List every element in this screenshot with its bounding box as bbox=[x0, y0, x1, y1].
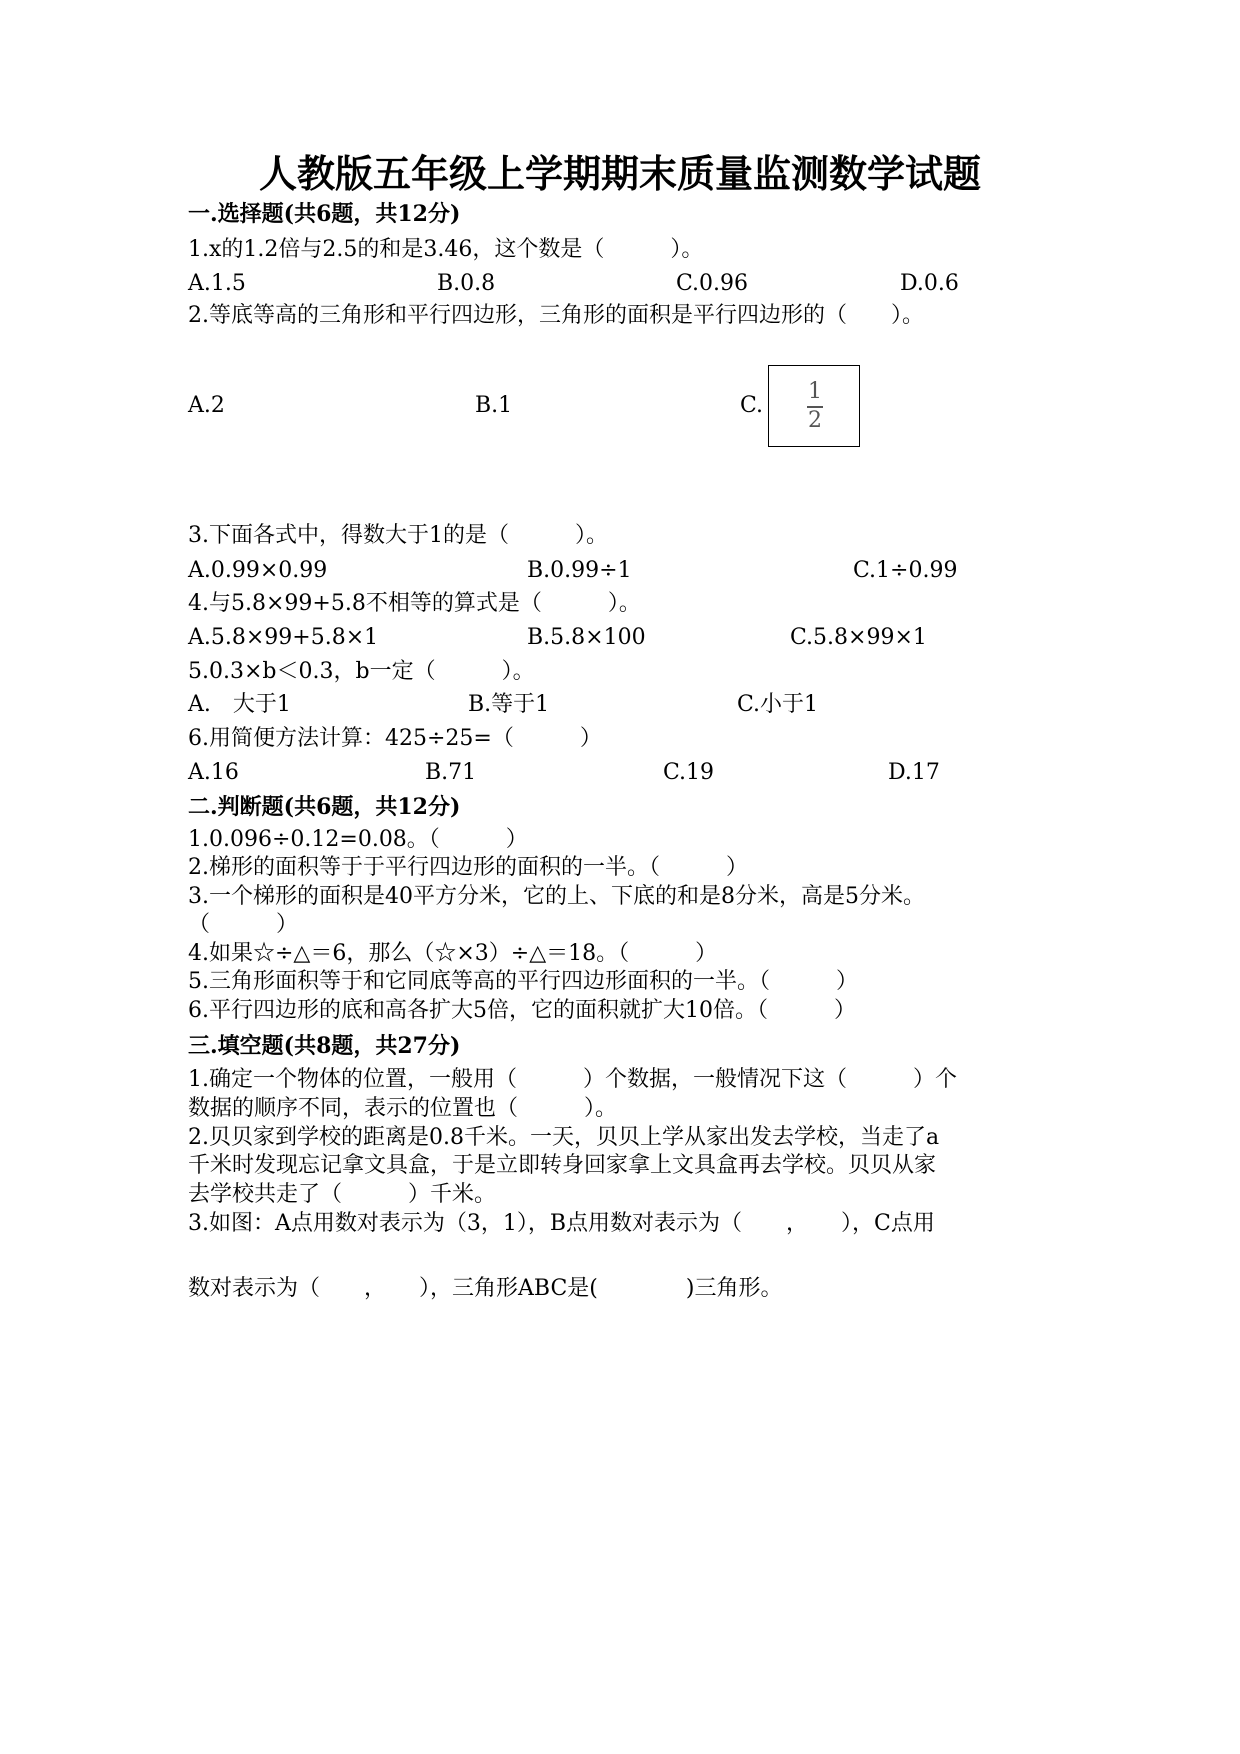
fill-item: 3.如图：A点用数对表示为（3，1），B点用数对表示为（ ， ），C点用 bbox=[188, 1211, 935, 1236]
question-stem: 2.等底等高的三角形和平行四边形，三角形的面积是平行四边形的（ ）。 bbox=[188, 303, 924, 328]
section-heading-choice: 一.选择题(共6题，共12分) bbox=[188, 201, 461, 227]
fill-item-cont: 去学校共走了（ ）千米。 bbox=[188, 1182, 497, 1207]
fill-item-cont: 千米时发现忘记拿文具盒，于是立即转身回家拿上文具盒再去学校。贝贝从家 bbox=[188, 1153, 937, 1178]
fill-item-cont: 数对表示为（ ， ），三角形ABC是( )三角形。 bbox=[188, 1276, 783, 1301]
judgment-item: 2.梯形的面积等于于平行四边形的面积的一半。（ ） bbox=[188, 855, 748, 880]
fill-item: 1.确定一个物体的位置，一般用（ ）个数据，一般情况下这（ ）个 bbox=[188, 1067, 957, 1092]
fill-item-cont: 数据的顺序不同，表示的位置也（ ）。 bbox=[188, 1096, 618, 1121]
judgment-item: 4.如果☆÷△＝6，那么（☆×3）÷△＝18。（ ） bbox=[188, 941, 718, 966]
option-c: C.19 bbox=[663, 760, 715, 785]
question-stem: 5.0.3×b＜0.3，b一定（ ）。 bbox=[188, 659, 535, 684]
judgment-item: 5.三角形面积等于和它同底等高的平行四边形面积的一半。（ ） bbox=[188, 969, 858, 994]
fraction-numerator: 1 bbox=[808, 379, 822, 404]
option-d: D.0.6 bbox=[900, 271, 959, 296]
option-a: A.5.8×99+5.8×1 bbox=[188, 625, 379, 650]
judgment-item: 6.平行四边形的底和高各扩大5倍，它的面积就扩大10倍。（ ） bbox=[188, 998, 856, 1023]
option-a: A.1.5 bbox=[188, 271, 246, 296]
option-b: B.等于1 bbox=[468, 692, 550, 717]
option-b: B.71 bbox=[425, 760, 477, 785]
section-heading-judgment: 二.判断题(共6题，共12分) bbox=[188, 794, 461, 820]
question-stem: 1.x的1.2倍与2.5的和是3.46，这个数是（ ）。 bbox=[188, 237, 704, 262]
option-a: A.2 bbox=[188, 393, 225, 418]
fill-item: 2.贝贝家到学校的距离是0.8千米。一天，贝贝上学从家出发去学校，当走了a bbox=[188, 1125, 940, 1150]
option-b: B.0.99÷1 bbox=[527, 558, 632, 583]
option-a: A.16 bbox=[188, 760, 239, 785]
option-d: D.17 bbox=[888, 760, 940, 785]
option-c: C.5.8×99×1 bbox=[790, 625, 927, 650]
option-b: B.1 bbox=[475, 393, 513, 418]
question-stem: 6.用简便方法计算：425÷25=（ ） bbox=[188, 726, 602, 751]
option-c: C.0.96 bbox=[676, 271, 749, 296]
question-stem: 4.与5.8×99+5.8不相等的算式是（ ）。 bbox=[188, 591, 641, 616]
section-heading-fill: 三.填空题(共8题，共27分) bbox=[188, 1033, 461, 1059]
option-a: A.0.99×0.99 bbox=[188, 558, 328, 583]
page-title: 人教版五年级上学期期末质量监测数学试题 bbox=[258, 151, 981, 196]
option-a: A. 大于1 bbox=[188, 692, 291, 717]
option-b: B.5.8×100 bbox=[527, 625, 646, 650]
fraction-denominator: 2 bbox=[808, 408, 822, 433]
judgment-item-cont: （ ） bbox=[188, 912, 299, 937]
option-c: C.1÷0.99 bbox=[853, 558, 958, 583]
fraction-image-box bbox=[768, 365, 860, 447]
judgment-item: 3.一个梯形的面积是40平方分米，它的上、下底的和是8分米，高是5分米。 bbox=[188, 884, 925, 909]
option-b: B.0.8 bbox=[437, 271, 496, 296]
judgment-item: 1.0.096÷0.12=0.08。（ ） bbox=[188, 827, 528, 852]
option-c: C. bbox=[740, 393, 764, 418]
option-c: C.小于1 bbox=[737, 692, 819, 717]
question-stem: 3.下面各式中，得数大于1的是（ ）。 bbox=[188, 523, 608, 548]
